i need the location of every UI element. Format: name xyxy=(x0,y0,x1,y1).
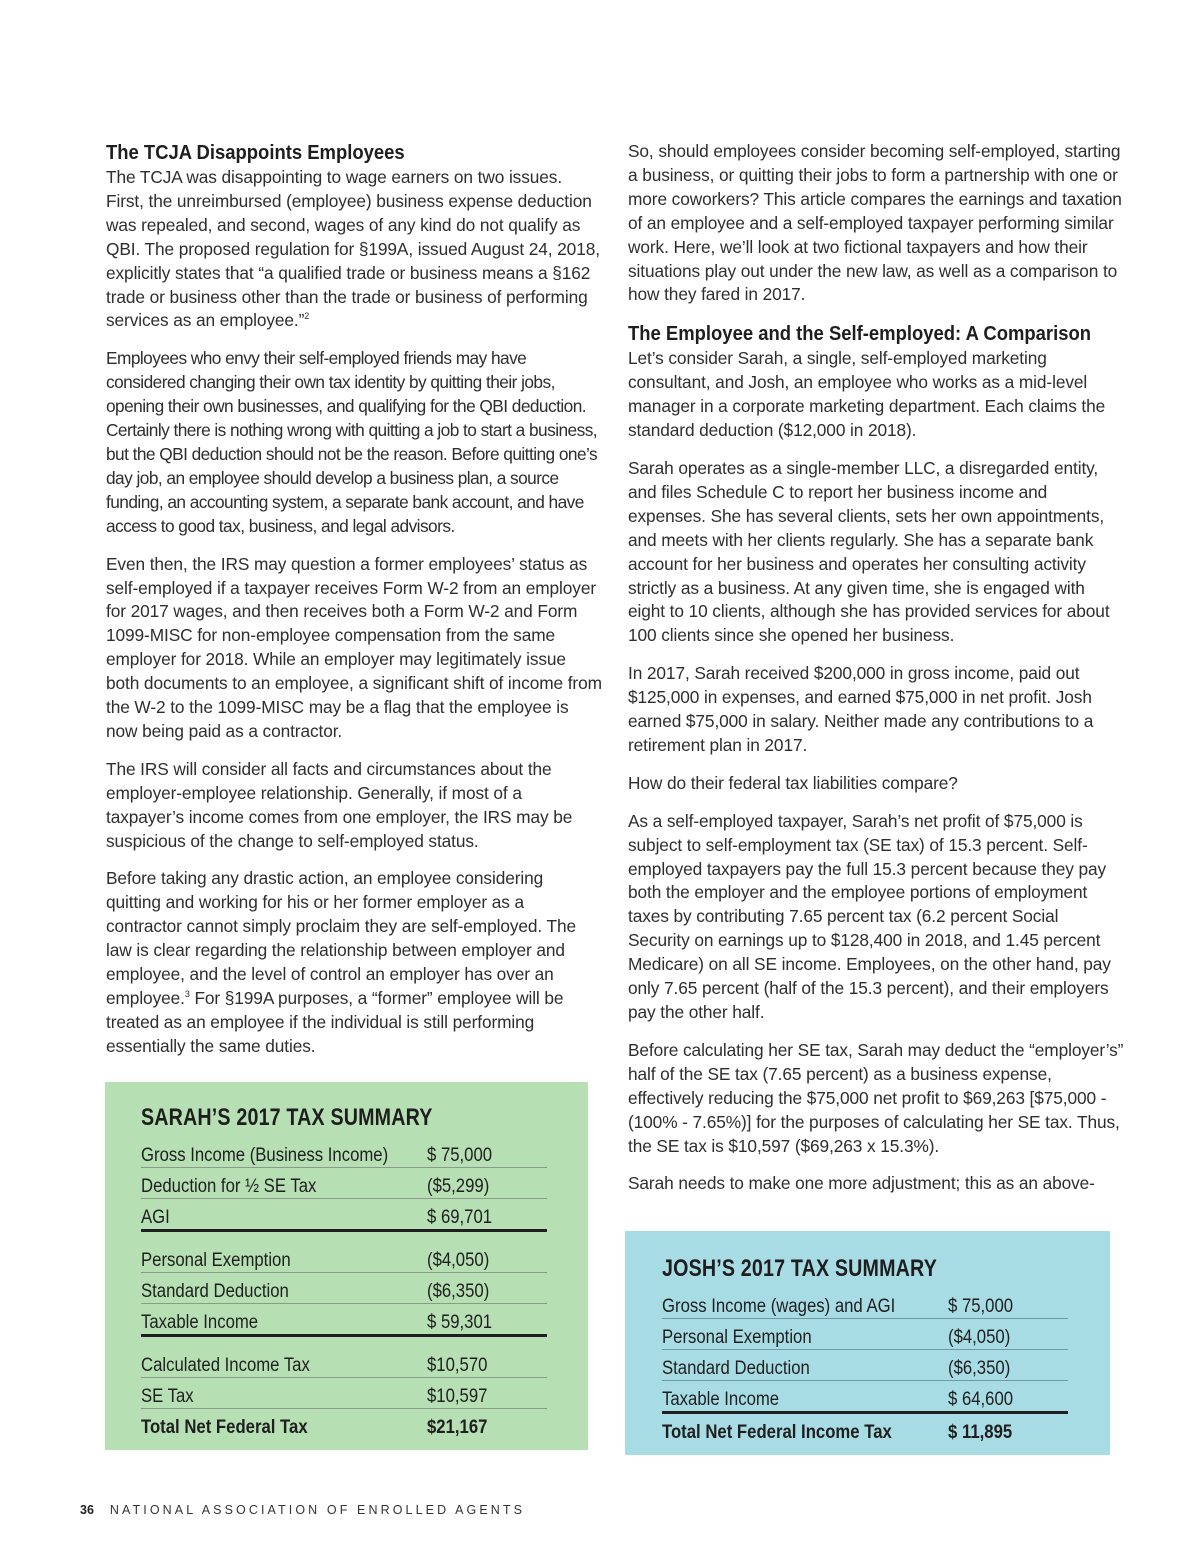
table-row: Gross Income (wages) and AGI $ 75,000 xyxy=(662,1288,1068,1319)
sarah-summary-table xyxy=(141,1137,547,1439)
table-row: AGI $ 69,701 xyxy=(141,1199,547,1231)
section-heading-tcja: The TCJA Disappoints Employees xyxy=(106,141,405,164)
table-row: Standard Deduction ($6,350) xyxy=(662,1350,1068,1381)
josh-summary-table xyxy=(662,1288,1068,1444)
josh-summary-title: JOSH’S 2017 TAX SUMMARY xyxy=(662,1255,937,1282)
table-row: Personal Exemption ($4,050) xyxy=(141,1242,547,1273)
table-row: Taxable Income $ 64,600 xyxy=(662,1381,1068,1413)
paragraph: Sarah needs to make one more adjustment; this as an above- xyxy=(628,1173,1095,1194)
paragraph: How do their federal tax liabilities compare? xyxy=(628,772,958,793)
sarah-tax-summary-box xyxy=(105,1082,588,1450)
table-row: Taxable Income $ 59,301 xyxy=(141,1304,547,1336)
josh-tax-summary-box xyxy=(625,1231,1110,1455)
paragraph: As a self-employed taxpayer, Sarah’s net profit of $75,000 is subject to self-employment tax (SE tax) of 15.3 percent. Self-employed taxpayers pay the full 15.3 percent because they pay both the employer and the employee portions of employment taxes by contributing 7.65 percent tax (6.2 percent Social Security on earnings up to $128,400 in 2018, and 1.45 percent Medicare) on all SE income. Employees, on the other hand, pay only 7.65 percent (half of the 15.3 percent), and their employers pay the other half. xyxy=(628,810,1111,1022)
publication-name: NATIONAL ASSOCIATION OF ENROLLED AGENTS xyxy=(109,1503,526,1517)
left-column xyxy=(106,140,602,1073)
paragraph: Before calculating her SE tax, Sarah may deduct the “employer’s” half of the SE tax (7.65 percent) as a business expense, effectively reducing the $75,000 net profit to $69,263 [$75,000 - (100% - 7.65%)] for the purposes of calculating her SE tax. Thus, the SE tax is $10,597 ($69,263 x 15.3%). xyxy=(628,1039,1124,1156)
table-row-total: Total Net Federal Tax $21,167 xyxy=(141,1417,488,1438)
page-number: 36 xyxy=(80,1503,94,1517)
sarah-summary-title: SARAH’S 2017 TAX SUMMARY xyxy=(141,1104,433,1131)
page-footer xyxy=(80,1503,525,1517)
table-row: SE Tax $10,597 xyxy=(141,1378,547,1409)
paragraph: Employees who envy their self-employed friends may have considered changing their own tax identity by quitting their jobs, opening their own businesses, and qualifying for the QBI deduction. Certainly there is nothing wrong with quitting a job to start a business, but the QBI deduction should not be the reason. Before quitting one’s day job, an employee should develop a business plan, a source funding, an accounting system, a separate bank account, and have access to good tax, business, and legal advisors. xyxy=(106,348,598,536)
paragraph: The IRS will consider all facts and circumstances about the employer-employee relationship. Generally, if most of a taxpayer’s income comes from one employer, the IRS may be suspicious of the change to self-employed status. xyxy=(106,758,573,851)
table-row: Standard Deduction ($6,350) xyxy=(141,1273,547,1304)
footnote-ref: 2 xyxy=(304,311,310,322)
paragraph: Even then, the IRS may question a former employees’ status as self-employed if a taxpayer receives Form W-2 from an employer for 2017 wages, and then receives both a Form W-2 and Form 1099-MISC for non-employee compensation from the same employer for 2018. While an employer may legitimately issue both documents to an employee, a significant shift of income from the W-2 to the 1099-MISC may be a flag that the employee is now being paid as a contractor. xyxy=(106,553,602,741)
section-heading-comparison: The Employee and the Self-employed: A Comparison xyxy=(628,322,1092,346)
table-row: Calculated Income Tax $10,570 xyxy=(141,1347,547,1378)
table-row-total: Total Net Federal Income Tax $ 11,895 xyxy=(662,1422,1013,1443)
table-row: Personal Exemption ($4,050) xyxy=(662,1319,1068,1350)
paragraph: The TCJA was disappointing to wage earners on two issues. First, the unreimbursed (employee) business expense deduction was repealed, and second, wages of any kind do not qualify as QBI. The proposed regulation for §199A, issued August 24, 2018, explicitly states that “a qualified trade or business means a §162 trade or business other than the trade or business of performing services as an employee.”$^2$ xyxy=(106,167,600,331)
paragraph: So, should employees consider becoming self-employed, starting a business, or quitting their jobs to form a partnership with one or more coworkers? This article compares the earnings and taxation of an employee and a self-employed taxpayer performing similar work. Here, we’ll look at two fictional taxpayers and how their situations play out under the new law, as well as a comparison to how they fared in 2017. xyxy=(628,141,1122,305)
table-row: Gross Income (Business Income) $ 75,000 xyxy=(141,1137,547,1168)
paragraph: Before taking any drastic action, an employee considering quitting and working for his or her former employer as a contractor cannot simply proclaim they are self-employed. The law is clear regarding the relationship between employer and employee, and the level of control an employer has over an employee.$^3$ For §199A purposes, a “former” employee will be treated as an employee if the individual is still performing essentially the same duties. xyxy=(106,868,576,1056)
paragraph: In 2017, Sarah received $200,000 in gross income, paid out $125,000 in expenses, and earned $75,000 in net profit. Josh earned $75,000 in salary. Neither made any contributions to a retirement plan in 2017. xyxy=(628,663,1094,755)
table-row: Deduction for ½ SE Tax ($5,299) xyxy=(141,1168,547,1199)
footnote-ref: 3 xyxy=(184,989,190,999)
paragraph: Let’s consider Sarah, a single, self-employed marketing consultant, and Josh, an employee who works as a mid-level manager in a corporate marketing department. Each claims the standard deduction ($12,000 in 2018). xyxy=(628,348,1106,441)
paragraph: Sarah operates as a single-member LLC, a disregarded entity, and files Schedule C to report her business income and expenses. She has several clients, sets her own appointments, and meets with her clients regularly. She has a separate bank account for her business and operates her consulting activity strictly as a business. At any given time, she is engaged with eight to 10 clients, although she has provided services for about 100 clients since she opened her business. xyxy=(628,457,1110,646)
right-column xyxy=(628,140,1124,1210)
